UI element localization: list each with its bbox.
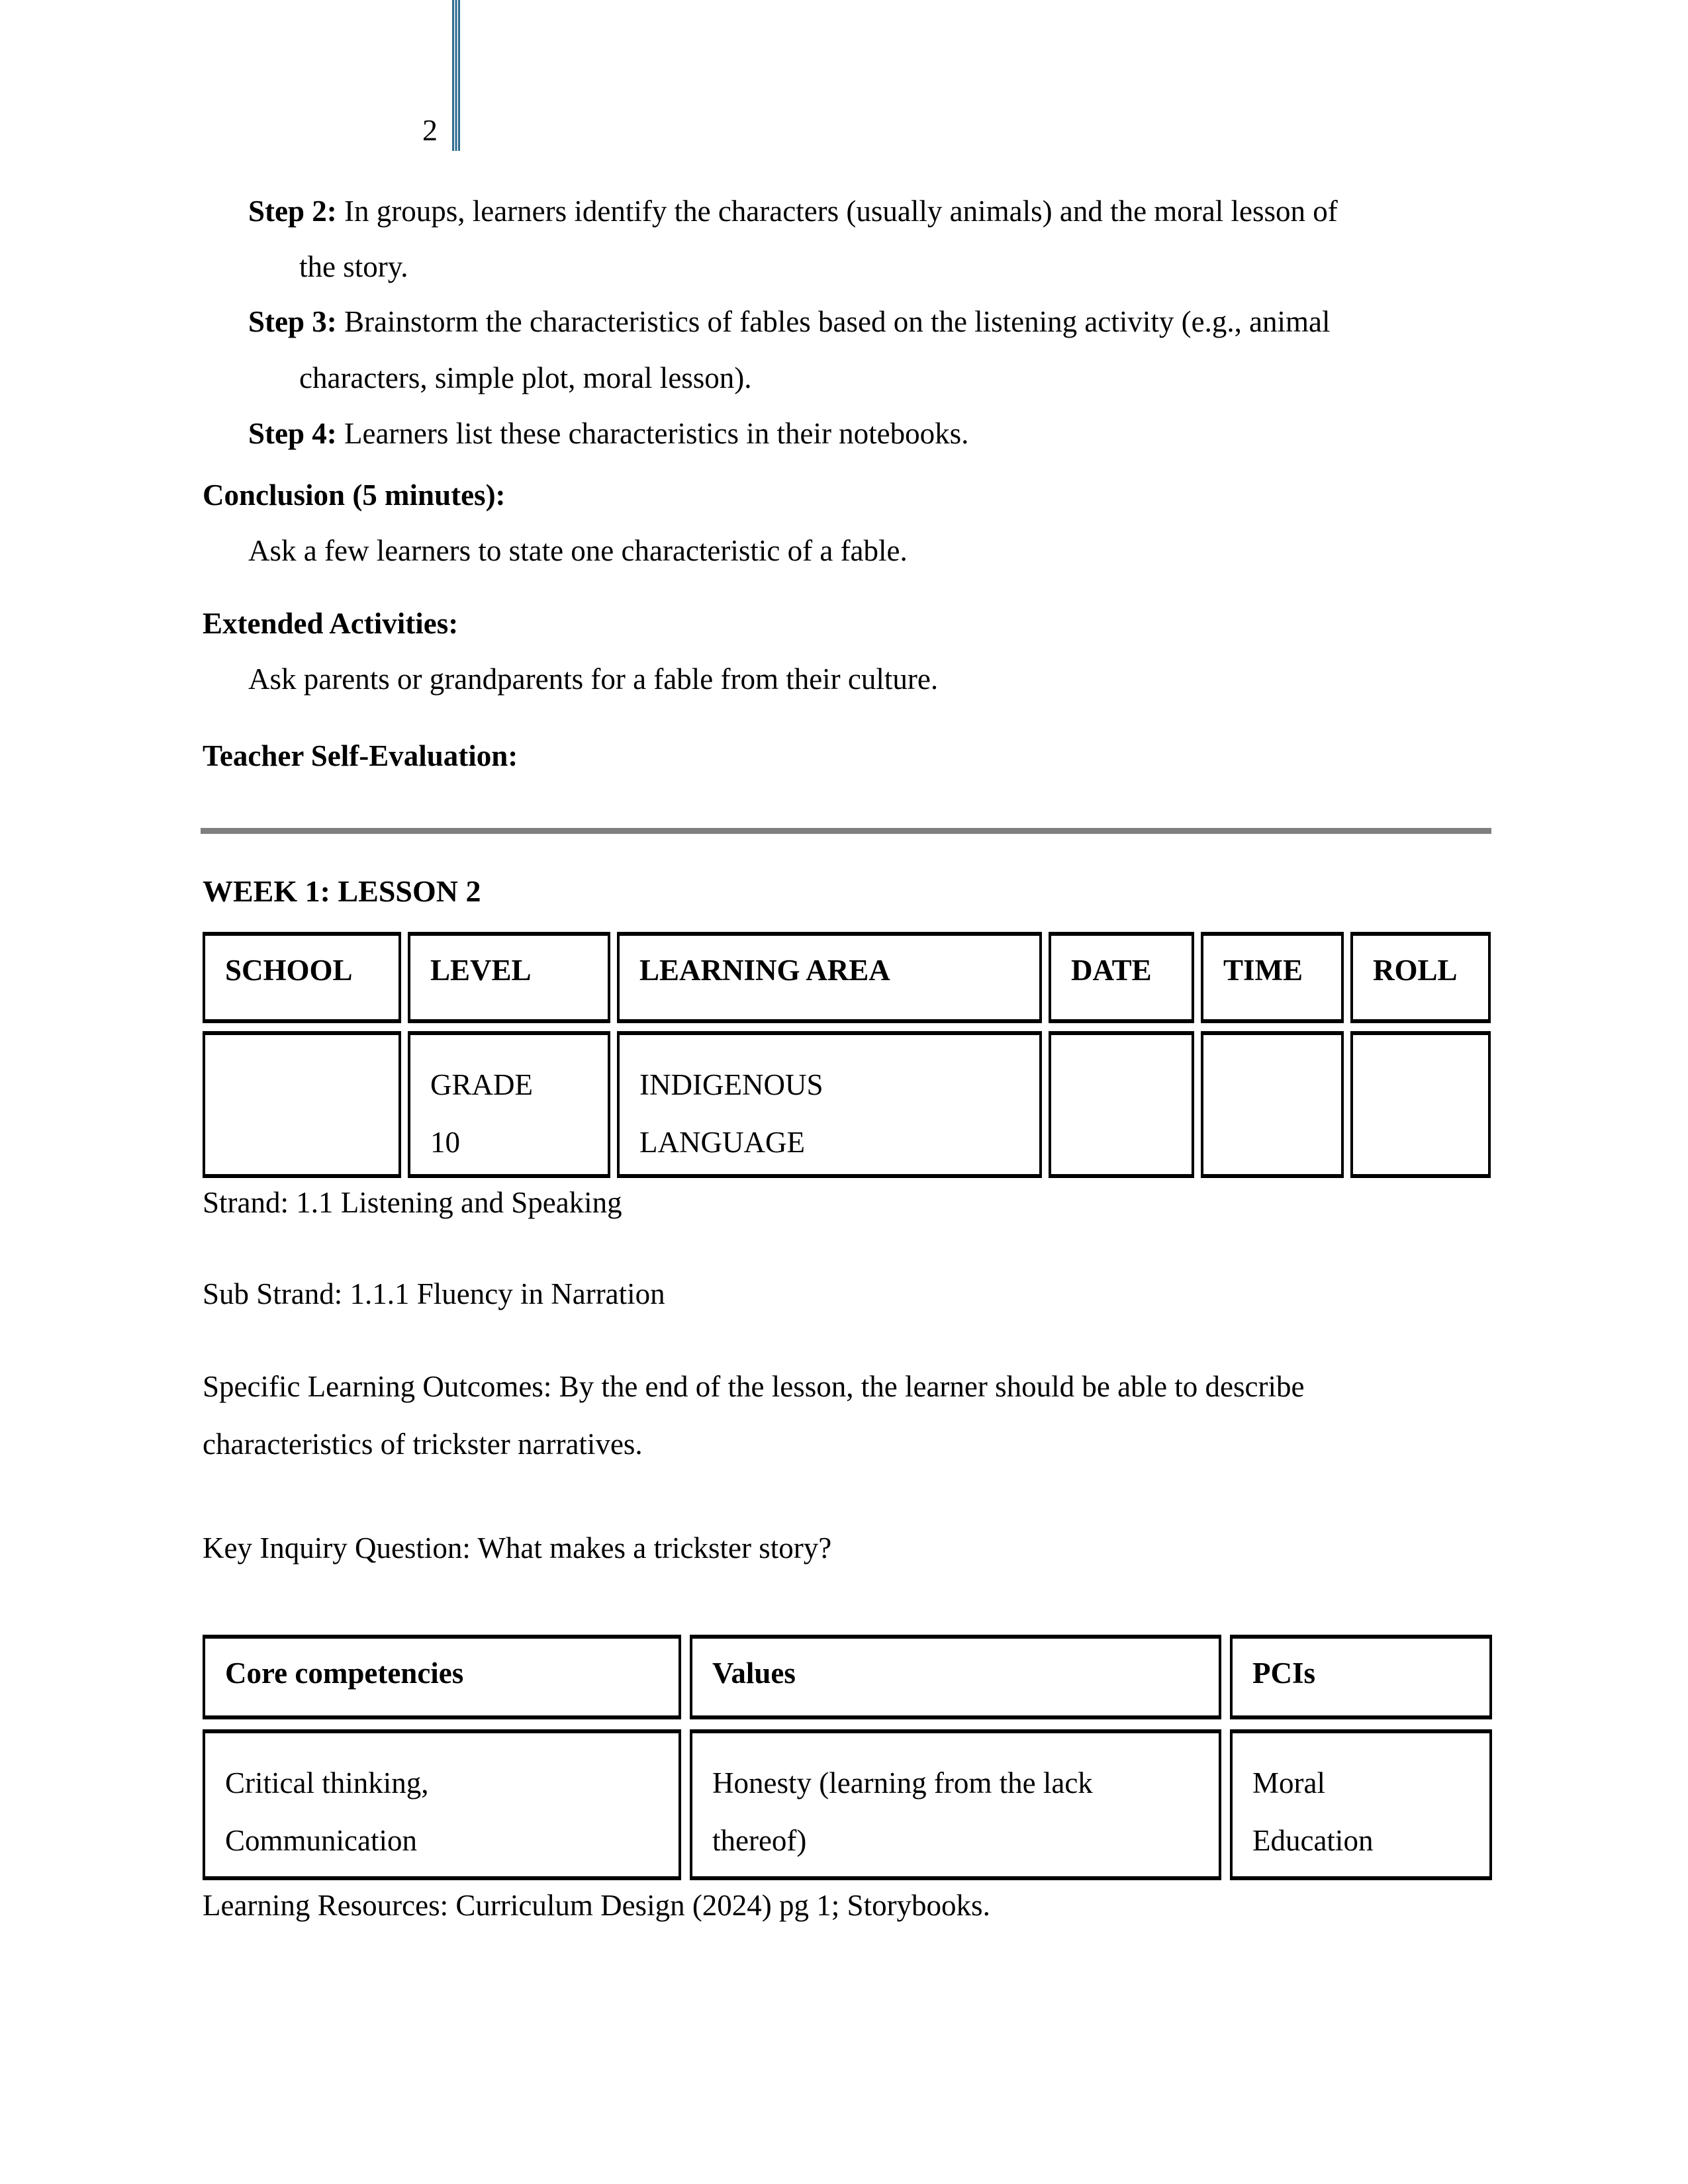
comp-cell-values-text: Honesty (learning from the lack thereof) [712,1766,1093,1857]
step2-line1 [248,193,1338,229]
step3-line1 [248,304,1331,340]
strand-line: Strand: 1.1 Listening and Speaking [203,1186,622,1219]
info-header-learning-area: LEARNING AREA [617,932,1042,1023]
comp-cell-pcis-text: Moral Education [1252,1766,1374,1857]
comp-header-core: Core competencies [203,1635,681,1719]
step4-text: Learners list these characteristics in their notebooks. [344,417,969,450]
comp-cell-values [690,1729,1221,1880]
step3-text: Brainstorm the characteristics of fables based on the listening activity (e.g., animal [344,305,1331,338]
key-inquiry-line: Key Inquiry Question: What makes a trickster story? [203,1531,832,1565]
comp-cell-pcis [1230,1729,1492,1880]
info-cell-learning-area [617,1031,1042,1178]
teacher-self-evaluation-heading: Teacher Self-Evaluation: [203,739,518,772]
step3-label: Step 3: [248,305,337,338]
step2-text: In groups, learners identify the characters (usually animals) and the moral lesson of [344,195,1338,228]
comp-header-values: Values [690,1635,1221,1719]
step2-line2: the story. [299,250,408,283]
step4-line1 [248,416,968,451]
step3-line2: characters, simple plot, moral lesson). [299,361,752,394]
info-header-level: LEVEL [408,932,610,1023]
info-cell-time [1201,1031,1344,1178]
outcomes-line1: Specific Learning Outcomes: By the end of the lesson, the learner should be able to describe [203,1370,1305,1403]
info-cell-roll [1350,1031,1491,1178]
comp-cell-core-text: Critical thinking, Communication [225,1766,429,1857]
info-cell-school [203,1031,401,1178]
info-cell-date [1049,1031,1194,1178]
lesson-info-table [203,932,1493,1178]
conclusion-body: Ask a few learners to state one characteristic of a fable. [248,534,908,567]
info-header-school: SCHOOL [203,932,401,1023]
extended-activities-body: Ask parents or grandparents for a fable from their culture. [248,662,939,696]
margin-accent-line [452,0,460,151]
info-header-date: DATE [1049,932,1194,1023]
comp-cell-core [203,1729,681,1880]
info-cell-level-text: GRADE 10 [430,1068,533,1159]
learning-resources-line: Learning Resources: Curriculum Design (2024) pg 1; Storybooks. [203,1889,990,1922]
competency-table [203,1635,1493,1880]
outcomes-line2: characteristics of trickster narratives. [203,1428,643,1461]
extended-activities-heading: Extended Activities: [203,607,459,640]
step4-label: Step 4: [248,417,337,450]
section-divider [201,828,1491,834]
info-cell-level [408,1031,610,1178]
comp-header-pcis: PCIs [1230,1635,1492,1719]
info-header-time: TIME [1201,932,1344,1023]
step2-label: Step 2: [248,195,337,228]
page-number: 2 [422,113,438,147]
week-lesson-heading: WEEK 1: LESSON 2 [203,874,481,908]
conclusion-heading: Conclusion (5 minutes): [203,478,506,512]
info-cell-learning-area-text: INDIGENOUS LANGUAGE [639,1068,823,1159]
sub-strand-line: Sub Strand: 1.1.1 Fluency in Narration [203,1277,665,1310]
info-header-roll: ROLL [1350,932,1491,1023]
